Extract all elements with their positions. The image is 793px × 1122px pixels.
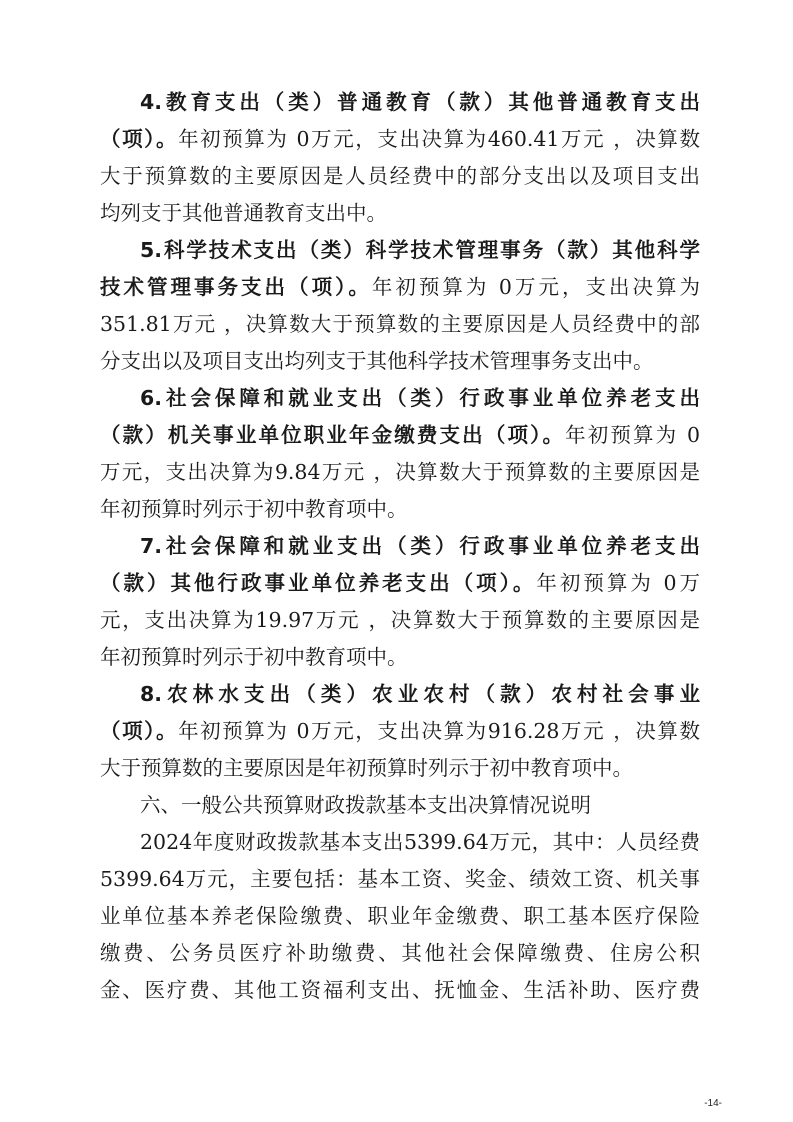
p5-line-3: 351.81万元 ，决算数大于预算数的主要原因是人员经费中的部 xyxy=(100,312,700,336)
p7-line-3: 元，支出决算为19.97万元 ，决算数大于预算数的主要原因是 xyxy=(100,608,700,632)
section-6-line-3: 业单位基本养老保险缴费、职业年金缴费、职工基本医疗保险 xyxy=(100,904,700,928)
p4-line-2 xyxy=(100,124,700,154)
p6-line-2-rest: 年初预算为 0 xyxy=(565,423,701,447)
section-6-line-1: 2024年度财政拨款基本支出5399.64万元，其中：人员经费 xyxy=(140,830,700,854)
p5-line-2-bold: 技术管理事务支出（项）。 xyxy=(100,275,372,299)
p7-line-2-bold: （款）其他行政事业单位养老支出（项）。 xyxy=(100,571,537,595)
p8-line-3: 大于预算数的主要原因是年初预算时列示于初中教育项中。 xyxy=(100,756,633,780)
section-6-line-2: 5399.64万元，主要包括：基本工资、奖金、绩效工资、机关事 xyxy=(100,867,700,891)
p4-line-1: 4.教育支出（类）普通教育（款）其他普通教育支出 xyxy=(140,90,700,114)
p4-line-4: 均列支于其他普通教育支出中。 xyxy=(100,201,387,225)
p5-line-4: 分支出以及项目支出均列支于其他科学技术管理事务支出中。 xyxy=(100,349,654,373)
p7-line-1: 7.社会保障和就业支出（类）行政事业单位养老支出 xyxy=(140,534,700,558)
p6-line-1: 6.社会保障和就业支出（类）行政事业单位养老支出 xyxy=(140,386,700,410)
p6-line-2 xyxy=(100,420,700,450)
p6-line-4: 年初预算时列示于初中教育项中。 xyxy=(100,497,408,521)
section-6-heading: 六、一般公共预算财政拨款基本支出决算情况说明 xyxy=(140,793,591,817)
p8-line-2-bold: （项）。 xyxy=(100,719,179,743)
p7-line-2 xyxy=(100,568,700,598)
p8-line-2-rest: 年初预算为 0万元，支出决算为916.28万元 ，决算数 xyxy=(178,719,701,743)
p4-line-2-bold: （项）。 xyxy=(100,127,179,151)
p7-line-2-rest: 年初预算为 0万 xyxy=(536,571,700,595)
section-6-line-5: 金、医疗费、其他工资福利支出、抚恤金、生活补助、医疗费 xyxy=(100,978,700,1002)
p8-line-1: 8.农林水支出（类）农业农村（款）农村社会事业 xyxy=(140,682,700,706)
page-number: -14- xyxy=(704,1098,722,1109)
p5-line-2 xyxy=(100,272,700,302)
p5-line-1: 5.科学技术支出（类）科学技术管理事务（款）其他科学 xyxy=(140,238,700,262)
p6-line-3: 万元，支出决算为9.84万元 ，决算数大于预算数的主要原因是 xyxy=(100,460,700,484)
section-6-line-4: 缴费、公务员医疗补助缴费、其他社会保障缴费、住房公积 xyxy=(100,941,700,965)
p4-line-2-rest: 年初预算为 0万元，支出决算为460.41万元 ，决算数 xyxy=(178,127,701,151)
p6-line-2-bold: （款）机关事业单位职业年金缴费支出（项）。 xyxy=(100,423,566,447)
p8-line-2 xyxy=(100,716,700,746)
p7-line-4: 年初预算时列示于初中教育项中。 xyxy=(100,645,408,669)
p5-line-2-rest: 年初预算为 0万元，支出决算为 xyxy=(371,275,701,299)
p4-line-3: 大于预算数的主要原因是人员经费中的部分支出以及项目支出 xyxy=(100,164,700,188)
